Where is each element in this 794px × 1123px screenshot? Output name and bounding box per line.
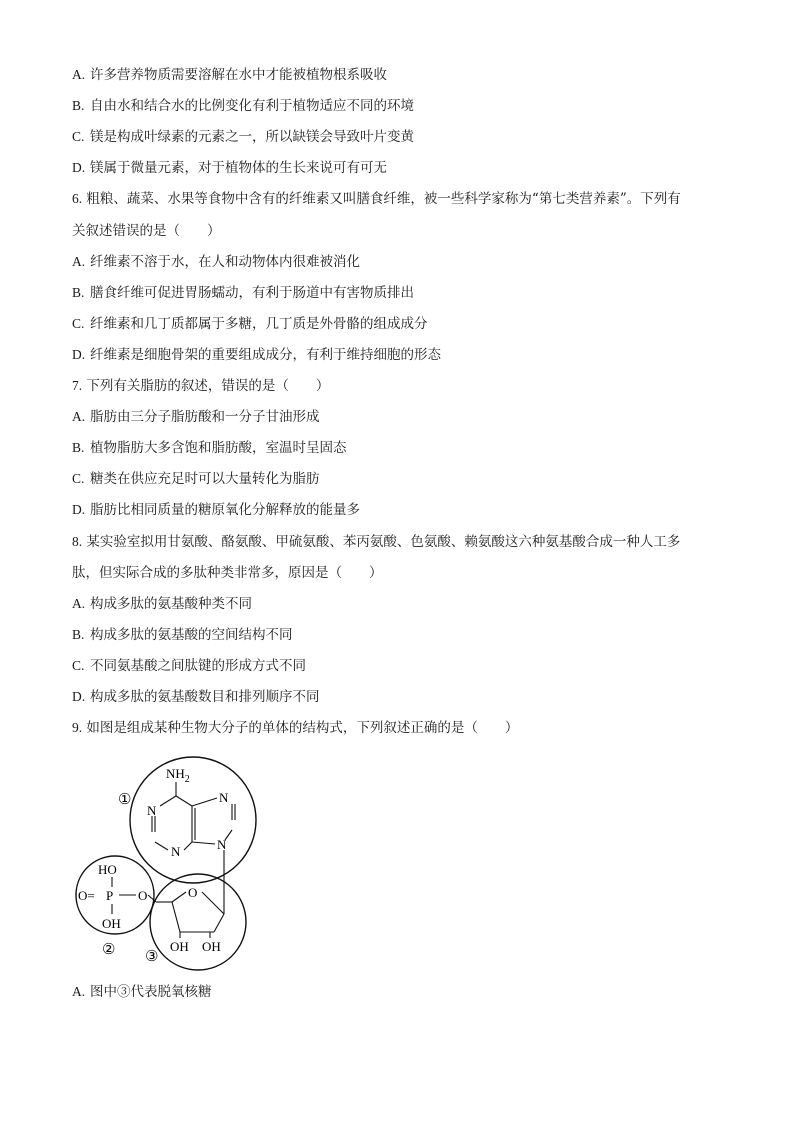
answer-option <box>72 594 252 614</box>
ribose-oh-2: OH <box>202 939 221 954</box>
answer-option <box>72 127 414 147</box>
answer-option <box>72 407 320 427</box>
option-text: 纤维素不溶于水，在人和动物体内很难被消化 <box>90 253 360 270</box>
question-stem <box>72 189 681 209</box>
question-number: 8. <box>72 533 83 549</box>
question-stem <box>72 376 329 396</box>
question-text: 某实验室拟用甘氨酸、酪氨酸、甲硫氨酸、苯丙氨酸、色氨酸、赖氨酸这六种氨基酸合成一种人工多 <box>86 533 681 550</box>
option-text: 纤维素和几丁质都属于多糖，几丁质是外骨骼的组成成分 <box>90 315 428 332</box>
answer-option <box>72 982 212 1002</box>
option-letter: A. <box>72 67 86 82</box>
option-text: 脂肪由三分子脂肪酸和一分子甘油形成 <box>90 409 320 426</box>
option-letter: A. <box>72 984 86 999</box>
nh2-label: $NH_2$ <box>166 766 190 785</box>
option-text: 脂肪比相同质量的糖原氧化分解释放的能量多 <box>90 502 360 519</box>
option-letter: C. <box>72 129 85 145</box>
question-number: 7. <box>72 378 83 393</box>
option-text: 糖类在供应充足时可以大量转化为脂肪 <box>90 471 320 488</box>
answer-option <box>72 438 347 458</box>
option-text: 植物脂肪大多含饱和脂肪酸，室温时呈固态 <box>90 440 347 457</box>
option-letter: A. <box>72 409 86 425</box>
phosphate-o-bridge: O <box>138 888 148 903</box>
n-atom-2: N <box>171 844 181 859</box>
option-text: 许多营养物质需要溶解在水中才能被植物根系吸收 <box>90 67 387 83</box>
option-letter: A. <box>72 253 86 269</box>
question-stem <box>72 532 680 552</box>
answer-option <box>72 625 293 645</box>
option-letter: A. <box>72 595 86 611</box>
option-text: 镁是构成叶绿素的元素之一，所以缺镁会导致叶片变黄 <box>90 129 414 146</box>
answer-option <box>72 283 414 303</box>
option-letter: C. <box>72 315 85 331</box>
phosphate-oh: OH <box>102 916 121 931</box>
option-letter: B. <box>72 440 85 456</box>
option-text: 膳食纤维可促进胃肠蠕动，有利于肠道中有害物质排出 <box>90 284 414 301</box>
nucleotide-structure-diagram <box>72 752 272 977</box>
base-circle <box>130 757 256 883</box>
option-text: 图中③代表脱氧核糖 <box>90 984 212 1000</box>
question-text: 下列有关脂肪的叙述，错误的是（ ） <box>86 378 330 394</box>
phosphate-ho: HO <box>98 862 117 877</box>
option-text: 镁属于微量元素，对于植物体的生长来说可有可无 <box>90 160 387 177</box>
answer-option <box>72 500 360 520</box>
option-text: 构成多肽的氨基酸数目和排列顺序不同 <box>90 689 320 705</box>
question-text: 粗粮、蔬菜、水果等食物中含有的纤维素又叫膳食纤维，被一些科学家称为“第七类营养素”。下列有 <box>86 191 681 208</box>
answer-option <box>72 252 360 272</box>
answer-option <box>72 158 387 178</box>
option-letter: B. <box>72 284 85 300</box>
marker-1: ① <box>118 792 132 808</box>
answer-option <box>72 687 320 707</box>
phosphate-o-double: O= <box>78 888 95 903</box>
answer-option <box>72 345 441 365</box>
question-number: 6. <box>72 191 83 207</box>
answer-option <box>72 314 428 334</box>
option-letter: D. <box>72 346 86 362</box>
option-text: 不同氨基酸之间肽键的形成方式不同 <box>90 657 306 674</box>
sugar-circle <box>150 874 246 970</box>
answer-option <box>72 65 387 85</box>
phosphate-p: P <box>106 888 114 903</box>
question-stem <box>72 718 518 738</box>
ribose-ring-o: O <box>188 885 198 900</box>
answer-option <box>72 469 320 489</box>
n-atom-3: N <box>219 790 229 805</box>
marker-2: ② <box>102 942 116 958</box>
option-letter: B. <box>72 98 85 114</box>
option-text: 纤维素是细胞骨架的重要组成成分，有利于维持细胞的形态 <box>90 346 441 363</box>
answer-option <box>72 96 414 116</box>
option-text: 构成多肽的氨基酸种类不同 <box>90 595 252 612</box>
option-letter: D. <box>72 160 86 176</box>
option-text: 自由水和结合水的比例变化有利于植物适应不同的环境 <box>90 98 414 115</box>
option-letter: D. <box>72 689 86 704</box>
option-letter: C. <box>72 657 85 673</box>
answer-option <box>72 656 306 676</box>
question-stem-continued: 肽，但实际合成的多肽种类非常多，原因是（ ） <box>72 564 383 581</box>
question-stem-continued: 关叙述错误的是（ ） <box>72 222 221 239</box>
n-atom-1: N <box>147 803 157 818</box>
option-letter: C. <box>72 471 85 487</box>
option-letter: B. <box>72 626 85 642</box>
marker-3: ③ <box>145 949 159 965</box>
question-text: 如图是组成某种生物大分子的单体的结构式，下列叙述正确的是（ ） <box>86 720 519 737</box>
n-atom-4: N <box>217 837 227 852</box>
ribose-oh-1: OH <box>170 939 189 954</box>
option-text: 构成多肽的氨基酸的空间结构不同 <box>90 626 293 643</box>
option-letter: D. <box>72 502 86 518</box>
question-number: 9. <box>72 720 83 736</box>
